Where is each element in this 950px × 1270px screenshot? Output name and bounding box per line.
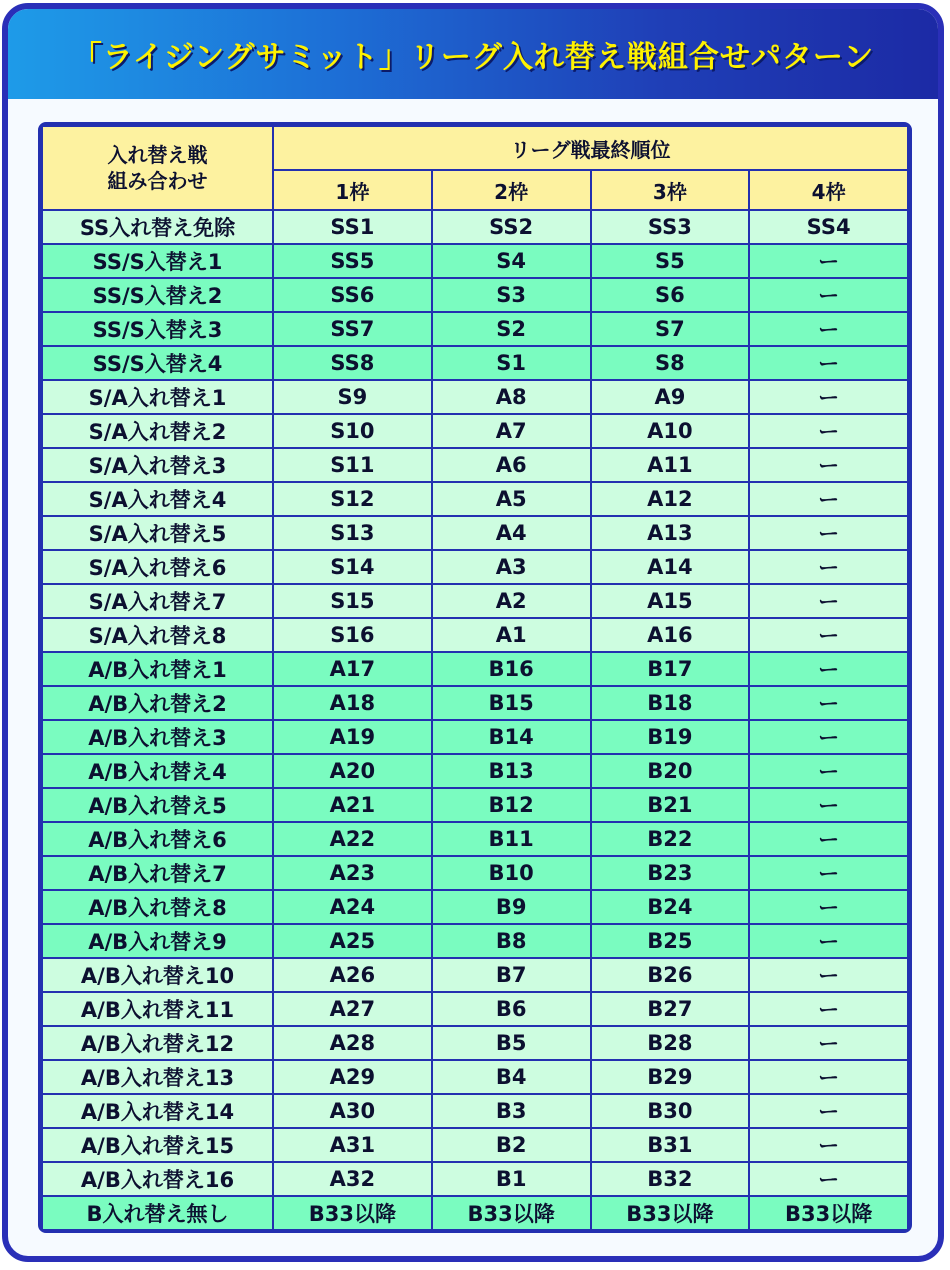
slot-4-cell: ー xyxy=(749,1026,908,1060)
slot-2-cell: B2 xyxy=(432,1128,591,1162)
slot-4-cell: ー xyxy=(749,992,908,1026)
slot-1-cell: S13 xyxy=(273,516,432,550)
slot-1-cell: SS1 xyxy=(273,210,432,244)
combo-name-cell: A/B入れ替え15 xyxy=(42,1128,273,1162)
slot-2-cell: B14 xyxy=(432,720,591,754)
slot-2-cell: B10 xyxy=(432,856,591,890)
table-row xyxy=(42,414,908,448)
table-row xyxy=(42,210,908,244)
slot-1-cell: A19 xyxy=(273,720,432,754)
table-row xyxy=(42,754,908,788)
slot-4-cell: ー xyxy=(749,856,908,890)
table-row xyxy=(42,1026,908,1060)
combo-name-cell: SS/S入替え2 xyxy=(42,278,273,312)
slot-3-cell: B32 xyxy=(591,1162,750,1196)
combo-name-cell: A/B入れ替え10 xyxy=(42,958,273,992)
slot-2-cell: B11 xyxy=(432,822,591,856)
table-row xyxy=(42,1196,908,1230)
slot-2-cell: B13 xyxy=(432,754,591,788)
table-row xyxy=(42,244,908,278)
slot-2-cell: A7 xyxy=(432,414,591,448)
slot-2-cell: B12 xyxy=(432,788,591,822)
combo-name-cell: S/A入れ替え7 xyxy=(42,584,273,618)
slot-4-cell: ー xyxy=(749,550,908,584)
table-row xyxy=(42,516,908,550)
slot-4-cell: ー xyxy=(749,618,908,652)
pattern-table-container xyxy=(38,122,912,1233)
slot-1-cell: A32 xyxy=(273,1162,432,1196)
table-row xyxy=(42,958,908,992)
slot-2-cell: A2 xyxy=(432,584,591,618)
combo-header-line1: 入れ替え戦 xyxy=(107,143,208,167)
table-row xyxy=(42,1094,908,1128)
slot-1-cell: A23 xyxy=(273,856,432,890)
slot-3-cell: B33以降 xyxy=(591,1196,750,1230)
table-row xyxy=(42,686,908,720)
slot-1-cell: SS5 xyxy=(273,244,432,278)
table-row xyxy=(42,448,908,482)
slot-3-cell: A16 xyxy=(591,618,750,652)
slot-1-cell: A29 xyxy=(273,1060,432,1094)
pattern-table xyxy=(41,125,909,1231)
slot-2-cell: S3 xyxy=(432,278,591,312)
slot-3-cell: SS3 xyxy=(591,210,750,244)
slot-3-cell: B31 xyxy=(591,1128,750,1162)
slot-3-cell: B27 xyxy=(591,992,750,1026)
combo-name-cell: A/B入れ替え7 xyxy=(42,856,273,890)
slot-2-cell: B33以降 xyxy=(432,1196,591,1230)
combo-name-cell: SS入れ替え免除 xyxy=(42,210,273,244)
slot-2-cell: B8 xyxy=(432,924,591,958)
slot-3-cell: S7 xyxy=(591,312,750,346)
slot-1-cell: S15 xyxy=(273,584,432,618)
combo-name-cell: S/A入れ替え5 xyxy=(42,516,273,550)
combo-name-cell: S/A入れ替え3 xyxy=(42,448,273,482)
combo-name-cell: A/B入れ替え2 xyxy=(42,686,273,720)
combo-name-cell: S/A入れ替え8 xyxy=(42,618,273,652)
slot-2-cell: B5 xyxy=(432,1026,591,1060)
slot-3-cell: B19 xyxy=(591,720,750,754)
slot-4-cell: ー xyxy=(749,516,908,550)
slot-3-cell: B23 xyxy=(591,856,750,890)
slot-3-cell: A12 xyxy=(591,482,750,516)
slot-1-cell: SS7 xyxy=(273,312,432,346)
combo-name-cell: A/B入れ替え6 xyxy=(42,822,273,856)
combo-name-cell: A/B入れ替え8 xyxy=(42,890,273,924)
slot-1-cell: S9 xyxy=(273,380,432,414)
combo-name-cell: A/B入れ替え9 xyxy=(42,924,273,958)
table-row xyxy=(42,1128,908,1162)
slot-2-cell: S2 xyxy=(432,312,591,346)
slot-header-1: 1枠 xyxy=(273,170,432,210)
slot-4-cell: ー xyxy=(749,312,908,346)
slot-1-cell: S12 xyxy=(273,482,432,516)
slot-1-cell: S16 xyxy=(273,618,432,652)
slot-3-cell: B29 xyxy=(591,1060,750,1094)
slot-3-cell: S5 xyxy=(591,244,750,278)
table-row xyxy=(42,346,908,380)
slot-3-cell: A10 xyxy=(591,414,750,448)
slot-4-cell: ー xyxy=(749,584,908,618)
slot-header-4: 4枠 xyxy=(749,170,908,210)
slot-2-cell: A3 xyxy=(432,550,591,584)
table-row xyxy=(42,1162,908,1196)
slot-3-cell: A14 xyxy=(591,550,750,584)
slot-4-cell: ー xyxy=(749,822,908,856)
slot-1-cell: A27 xyxy=(273,992,432,1026)
slot-4-cell: ー xyxy=(749,1094,908,1128)
slot-1-cell: A21 xyxy=(273,788,432,822)
slot-1-cell: SS8 xyxy=(273,346,432,380)
combo-name-cell: A/B入れ替え4 xyxy=(42,754,273,788)
slot-2-cell: A8 xyxy=(432,380,591,414)
slot-4-cell: ー xyxy=(749,380,908,414)
slot-2-cell: B1 xyxy=(432,1162,591,1196)
slot-3-cell: B22 xyxy=(591,822,750,856)
table-row xyxy=(42,278,908,312)
combo-name-cell: A/B入れ替え14 xyxy=(42,1094,273,1128)
slot-4-cell: ー xyxy=(749,924,908,958)
slot-4-cell: ー xyxy=(749,448,908,482)
slot-1-cell: A24 xyxy=(273,890,432,924)
slot-4-cell: ー xyxy=(749,1128,908,1162)
combo-name-cell: B入れ替え無し xyxy=(42,1196,273,1230)
slot-3-cell: S8 xyxy=(591,346,750,380)
combo-name-cell: A/B入れ替え11 xyxy=(42,992,273,1026)
header-row-top xyxy=(42,126,908,170)
slot-1-cell: A17 xyxy=(273,652,432,686)
slot-3-cell: B26 xyxy=(591,958,750,992)
combo-column-header xyxy=(42,126,273,210)
table-row xyxy=(42,856,908,890)
slot-2-cell: B7 xyxy=(432,958,591,992)
slot-1-cell: A25 xyxy=(273,924,432,958)
slot-3-cell: A9 xyxy=(591,380,750,414)
slot-3-cell: B30 xyxy=(591,1094,750,1128)
slot-2-cell: B4 xyxy=(432,1060,591,1094)
slot-3-cell: B24 xyxy=(591,890,750,924)
slot-2-cell: B9 xyxy=(432,890,591,924)
slot-4-cell: ー xyxy=(749,482,908,516)
slot-3-cell: B20 xyxy=(591,754,750,788)
table-row xyxy=(42,652,908,686)
combo-name-cell: A/B入れ替え16 xyxy=(42,1162,273,1196)
combo-header-line2: 組み合わせ xyxy=(107,169,208,193)
slot-4-cell: ー xyxy=(749,1162,908,1196)
slot-2-cell: B15 xyxy=(432,686,591,720)
table-row xyxy=(42,380,908,414)
slot-3-cell: A13 xyxy=(591,516,750,550)
combo-name-cell: A/B入れ替え13 xyxy=(42,1060,273,1094)
slot-1-cell: A20 xyxy=(273,754,432,788)
slot-2-cell: B3 xyxy=(432,1094,591,1128)
slot-3-cell: B17 xyxy=(591,652,750,686)
slot-1-cell: A30 xyxy=(273,1094,432,1128)
table-row xyxy=(42,890,908,924)
slot-4-cell: ー xyxy=(749,244,908,278)
slot-2-cell: A6 xyxy=(432,448,591,482)
title-banner xyxy=(8,9,938,99)
table-row xyxy=(42,550,908,584)
final-rank-group-header: リーグ戦最終順位 xyxy=(273,126,908,170)
slot-3-cell: A15 xyxy=(591,584,750,618)
combo-name-cell: SS/S入替え1 xyxy=(42,244,273,278)
slot-1-cell: A22 xyxy=(273,822,432,856)
slot-4-cell: ー xyxy=(749,754,908,788)
slot-4-cell: ー xyxy=(749,890,908,924)
slot-1-cell: B33以降 xyxy=(273,1196,432,1230)
slot-header-2: 2枠 xyxy=(432,170,591,210)
slot-2-cell: SS2 xyxy=(432,210,591,244)
table-row xyxy=(42,584,908,618)
slot-1-cell: S11 xyxy=(273,448,432,482)
slot-1-cell: A26 xyxy=(273,958,432,992)
slot-2-cell: B6 xyxy=(432,992,591,1026)
slot-2-cell: S4 xyxy=(432,244,591,278)
slot-2-cell: A4 xyxy=(432,516,591,550)
table-row xyxy=(42,788,908,822)
slot-header-3: 3枠 xyxy=(591,170,750,210)
slot-2-cell: A5 xyxy=(432,482,591,516)
slot-1-cell: S10 xyxy=(273,414,432,448)
combo-name-cell: S/A入れ替え2 xyxy=(42,414,273,448)
table-row xyxy=(42,1060,908,1094)
combo-name-cell: S/A入れ替え1 xyxy=(42,380,273,414)
slot-3-cell: A11 xyxy=(591,448,750,482)
slot-1-cell: A31 xyxy=(273,1128,432,1162)
slot-4-cell: ー xyxy=(749,788,908,822)
slot-2-cell: S1 xyxy=(432,346,591,380)
slot-4-cell: ー xyxy=(749,278,908,312)
table-row xyxy=(42,992,908,1026)
slot-4-cell: ー xyxy=(749,414,908,448)
slot-4-cell: ー xyxy=(749,652,908,686)
slot-4-cell: ー xyxy=(749,958,908,992)
combo-name-cell: S/A入れ替え4 xyxy=(42,482,273,516)
combo-name-cell: A/B入れ替え12 xyxy=(42,1026,273,1060)
slot-1-cell: SS6 xyxy=(273,278,432,312)
table-row xyxy=(42,720,908,754)
slot-1-cell: A18 xyxy=(273,686,432,720)
page-title: 「ライジングサミット」リーグ入れ替え戦組合せパターン xyxy=(71,40,875,75)
slot-2-cell: B16 xyxy=(432,652,591,686)
slot-2-cell: A1 xyxy=(432,618,591,652)
slot-4-cell: SS4 xyxy=(749,210,908,244)
slot-4-cell: ー xyxy=(749,346,908,380)
slot-3-cell: B18 xyxy=(591,686,750,720)
table-row xyxy=(42,822,908,856)
page-frame xyxy=(2,3,944,1262)
combo-name-cell: SS/S入替え4 xyxy=(42,346,273,380)
table-row xyxy=(42,618,908,652)
combo-name-cell: SS/S入替え3 xyxy=(42,312,273,346)
table-body xyxy=(42,210,908,1230)
slot-1-cell: S14 xyxy=(273,550,432,584)
slot-4-cell: ー xyxy=(749,686,908,720)
slot-1-cell: A28 xyxy=(273,1026,432,1060)
combo-name-cell: A/B入れ替え3 xyxy=(42,720,273,754)
slot-3-cell: B25 xyxy=(591,924,750,958)
combo-name-cell: A/B入れ替え5 xyxy=(42,788,273,822)
slot-4-cell: ー xyxy=(749,720,908,754)
slot-4-cell: B33以降 xyxy=(749,1196,908,1230)
table-row xyxy=(42,924,908,958)
table-row xyxy=(42,312,908,346)
slot-3-cell: B28 xyxy=(591,1026,750,1060)
table-row xyxy=(42,482,908,516)
slot-3-cell: S6 xyxy=(591,278,750,312)
slot-4-cell: ー xyxy=(749,1060,908,1094)
slot-3-cell: B21 xyxy=(591,788,750,822)
combo-name-cell: S/A入れ替え6 xyxy=(42,550,273,584)
combo-name-cell: A/B入れ替え1 xyxy=(42,652,273,686)
